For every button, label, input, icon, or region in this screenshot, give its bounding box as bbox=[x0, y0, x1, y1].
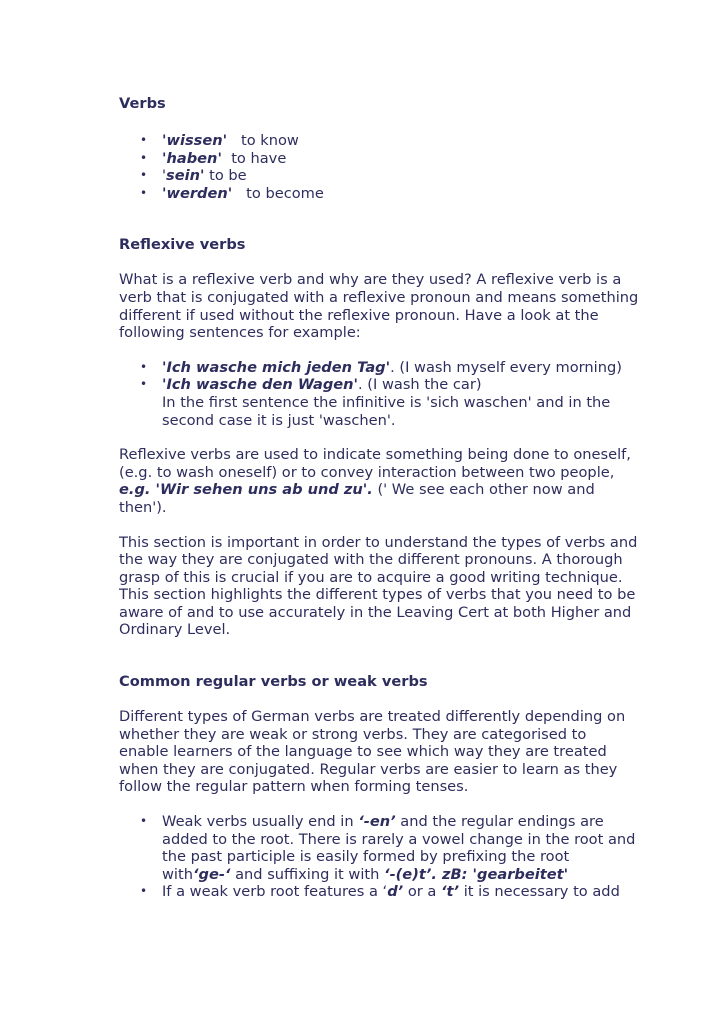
usage-example: e.g. 'Wir sehen uns ab und zu'. bbox=[119, 481, 373, 499]
section-heading-weak-verbs: Common regular verbs or weak verbs bbox=[119, 673, 428, 691]
verb-term: 'wissen' bbox=[162, 132, 228, 149]
example-translation: . (I wash myself every morning) bbox=[390, 358, 622, 376]
verb-prefix: ' bbox=[162, 167, 167, 185]
list-item bbox=[119, 185, 639, 203]
example-note: In the first sentence the infinitive is 'sich waschen' and in the second case it is just 'waschen'. bbox=[162, 393, 611, 429]
verb-term: sein' bbox=[166, 167, 205, 185]
weak-verbs-list bbox=[119, 813, 639, 901]
weak-verbs-intro: Different types of German verbs are treated differently depending on whether they are weak or strong verbs. They are categorised to enable learners of the language to see which way they are treated when they are conjugated. Regular verbs are easier to learn as they follow the regular pattern when forming tenses. bbox=[119, 708, 626, 796]
prefix-term: ‘ge-‘ bbox=[192, 865, 231, 883]
verb-gloss: to have bbox=[221, 149, 287, 167]
bullet-text: or a bbox=[403, 883, 441, 901]
ending-term: ‘-en’ bbox=[358, 813, 396, 831]
example-translation: . (I wash the car) bbox=[358, 376, 482, 394]
list-item bbox=[119, 883, 639, 901]
list-item bbox=[119, 167, 639, 185]
verb-gloss: to know bbox=[227, 132, 299, 149]
document-page bbox=[119, 95, 639, 901]
bullet-text: If a weak verb root features a ‘ bbox=[162, 883, 388, 901]
reflexive-usage-paragraph bbox=[119, 446, 639, 516]
usage-translation: (' We see each other now and then'). bbox=[119, 481, 595, 516]
reflexive-intro: What is a reflexive verb and why are they used? A reflexive verb is a verb that is conjugated with a reflexive pronoun and means something different if used without the reflexive pronoun. Have a look at the following sentences for example: bbox=[119, 271, 639, 342]
verbs-list bbox=[119, 132, 639, 202]
usage-text: Reflexive verbs are used to indicate something being done to oneself, (e.g. to wash oneself) or to convey interaction between two people, bbox=[119, 446, 631, 481]
verb-gloss: to be bbox=[204, 167, 247, 185]
list-item bbox=[119, 150, 639, 168]
example-sentence: 'Ich wasche den Wagen' bbox=[162, 376, 359, 394]
section-importance-paragraph: This section is important in order to understand the types of verbs and the way they are conjugated with the different pronouns. A thorough grasp of this is crucial if you are to acquire a good writing technique. This section highlights the different types of verbs that you need to be aware of and to use accurately in the Leaving Cert at both Higher and Ordinary Level. bbox=[119, 533, 638, 639]
bullet-text: and suffixing it with bbox=[230, 865, 385, 883]
verb-term: 'haben' bbox=[162, 149, 222, 167]
root-letter: ‘t’ bbox=[440, 883, 460, 901]
section-heading-verbs: Verbs bbox=[119, 95, 166, 112]
list-item bbox=[119, 132, 639, 150]
section-heading-reflexive: Reflexive verbs bbox=[119, 236, 246, 254]
bullet-text: Weak verbs usually end in bbox=[162, 813, 359, 831]
list-item bbox=[119, 359, 639, 377]
bullet-text: it is necessary to add bbox=[459, 883, 620, 901]
bullet-text: and the regular endings are added to the root. There is rarely a vowel change in the root and the past participle is easily formed by prefixing the root with bbox=[162, 813, 636, 883]
example-sentence: 'Ich wasche mich jeden Tag' bbox=[162, 358, 391, 376]
verb-gloss: to become bbox=[232, 184, 324, 202]
list-item bbox=[119, 376, 639, 429]
verb-term: 'werden' bbox=[162, 184, 233, 202]
suffix-example: ‘-(e)t’. zB: 'gearbeitet' bbox=[384, 865, 569, 883]
root-letter: d’ bbox=[387, 883, 404, 901]
list-item bbox=[119, 813, 639, 883]
reflexive-examples bbox=[119, 359, 639, 429]
